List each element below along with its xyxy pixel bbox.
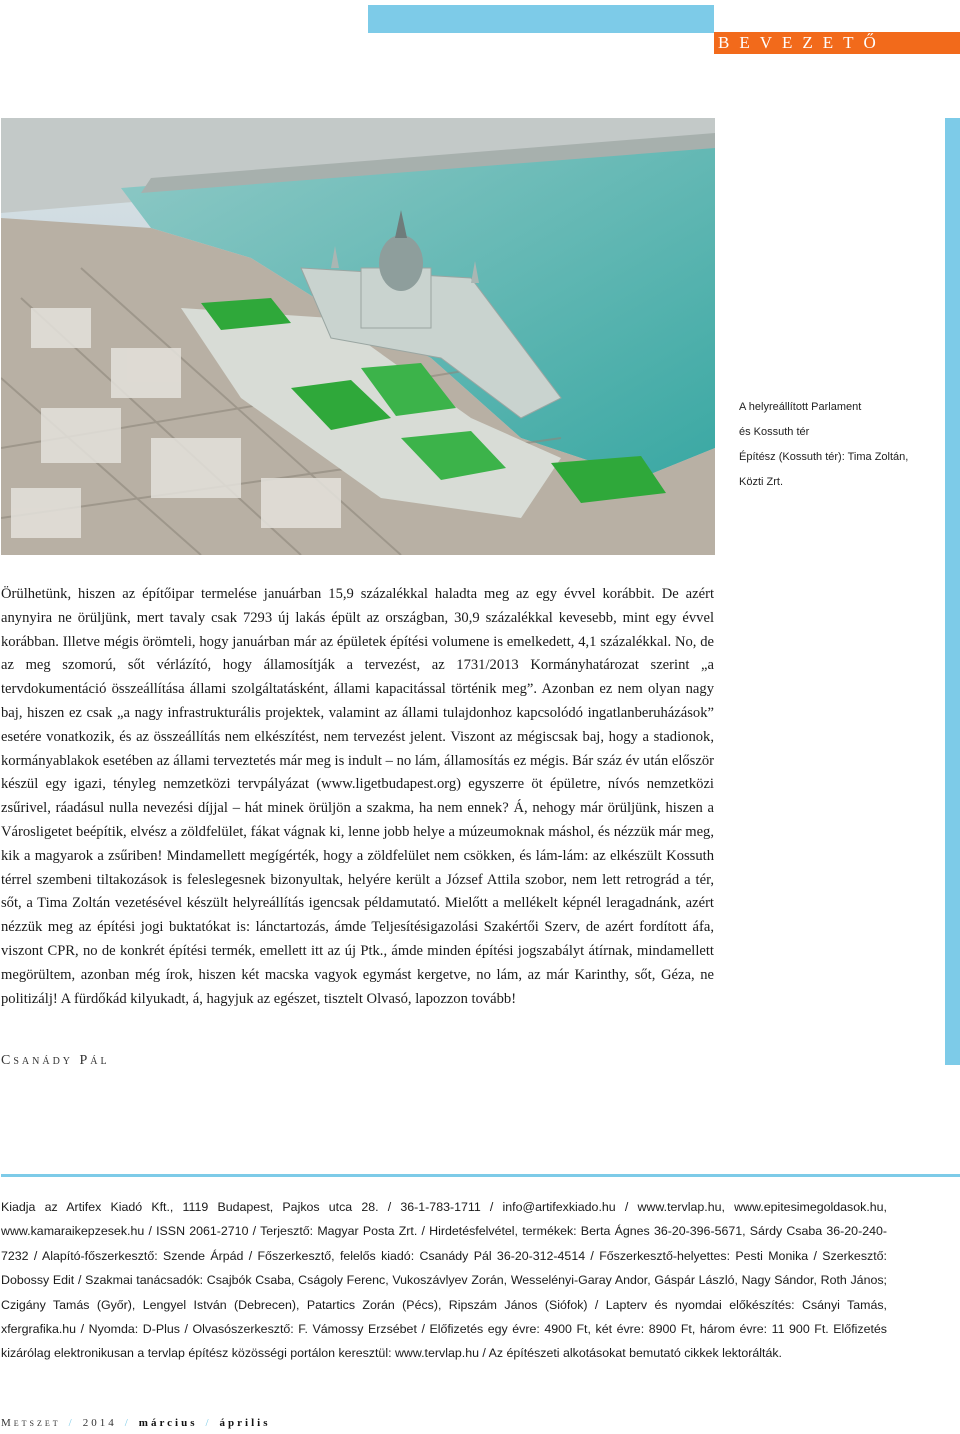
colophon-separator: / <box>124 1417 131 1429</box>
caption-line: Építész (Kossuth tér): Tima Zoltán, <box>739 451 909 463</box>
header-blue-bar <box>368 5 714 33</box>
parliament-dome <box>379 235 423 291</box>
imprint-text: Kiadja az Artifex Kiadó Kft., 1119 Budapest, Pajkos utca 28. / 36-1-783-1711 / info@artifexkiado.hu / www.tervlap.hu, www.epitesimegoldasok.hu, www.kamaraikepzesek.hu / ISSN 2061-2710 / Terjesztő: Magyar Posta Zrt. / Hirdetésfelvétel, termékek: Berta Ágnes 36-20-396-5671, Sárdy Csaba 36-20-240-7232 / Alapító-főszerkesztő: Szende Árpád / Főszerkesztő, felelős kiadó: Csanády Pál 36-20-312-4514 / Főszerkesztő-helyettes: Pesti Monika / Szerkesztő: Dobossy Edit / Szakmai tanácsadók: Csajbók Csaba, Cságoly Ferenc, Vukoszávlyev Zorán, Wesselényi-Garay Andor, Gáspár László, Nagy Sándor, Roth János; Czigány Tamás (Győr), Lengyel István (Debrecen), Patartics Zorán (Pécs), Ripszám János (Siófok) / Lapterv és nyomdai előkészítés: Csányi Tamás, xfergrafika.hu / Nyomda: D-Plus / Olvasószerkesztő: F. Vámossy Erzsébet / Előfizetés egy évre: 4900 Ft, két évre: 8900 Ft, három évre: 11 900 Ft. Előfizetés kizárólag elektronikusan a tervlap építész közösségi portálon keresztül: www.tervlap.hu / Az építészeti alkotásokat bemutató cikkek lektorálták. <box>1 1200 887 1361</box>
section-title: BEVEZETŐ <box>718 33 886 52</box>
page-colophon <box>1 1417 271 1429</box>
caption-line: A helyreállított Parlament <box>739 401 862 413</box>
colophon-month-2: április <box>219 1417 271 1429</box>
parliament-aerial-photo <box>1 118 715 555</box>
editorial-body: Örülhetünk, hiszen az építőipar termelése januárban 15,9 százalékkal haladta meg az egy évvel korábbit. De azért anynyira ne örüljünk, mert tavaly csak 7293 új lakás épült az országban, 30,9 százalékkal kevesebb, mint egy évvel korábban. Illetve mégis örömteli, hogy januárban már az épületek építési volumene is emelkedett, 4,1 százalékkal. No, de az meg szomorú, sőt vérlázító, hogy államosítják a tervezést, az 1731/2013 Kormányhatározat szerint „a tervdokumentáció összeállítása állami szolgáltatásként, állami kapacitással történik meg”. Azonban ez nem olyan nagy baj, hiszen ez csak „a nagy infrastrukturális projektek, valamint az állami tulajdonhoz kapcsolódó ingatlanberuházások” esetére vonatkozik, és az összeállítás nem elkészítést, nem tervezést jelent. Viszont az mégiscsak baj, hogy a stadionok, kormányablakok esetében az állami terveztetés már meg is indult – no lám, államosítás ez mégis. Bár száz év után először készül egy igazi, tényleg nemzetközi tervpályázat (www.ligetbudapest.org) egyszerre öt épületre, nívós nemzetközi zsűrivel, ráadásul nulla nevezési díjjal – hát minek örüljön a szakma, ha nem ennek? Á, nehogy már örüljünk, hiszen a Városligetet beépítik, elvész a zöldfelület, fákat vágnak ki, lenne jobb helye a múzeumoknak máshol, és nézzük már meg, kik a magyarok a zsűriben! Mindamellett megígérték, hogy a zöldfelület nem csökken, és lám-lám: az elkészült Kossuth térrel szembeni tiltakozások is feleslegesnek bizonyultak, helyére került a József Attila szobor, nem lett retrográd a tér, sőt, a Tima Zoltán vezetésével készült helyreállítás igencsak példamutató. Mielőtt a mellékelt képnél leragadnánk, azért nézzük meg az építési jogi buktatókat is: lánctartozás, ámde Teljesítésigazolási Szakértői Szerv, de azért fordított áfa, viszont CPR, no de konkrét építési termék, emellett itt az új Ptk., ámde minden építési jogszabályt átírnak, mindamellett megörültem, azonban még írok, hiszen két macska vagyok egymást kergetve, no lám, az már Karinthy, sőt, Géza, ne politizálj! A fürdőkád kilyukadt, á, hagyjuk az egészet, tisztelt Olvasó, lapozzon tovább! <box>1 586 714 1007</box>
colophon-magazine: Metszet <box>1 1417 61 1429</box>
caption-line: és Kossuth tér <box>739 426 810 438</box>
author-signature: Csanády Pál <box>1 1053 110 1068</box>
caption-line: Közti Zrt. <box>739 476 784 488</box>
photo-caption <box>739 395 939 495</box>
colophon-separator: / <box>68 1417 75 1429</box>
parliament-aerial-illustration <box>1 118 715 555</box>
colophon-separator: / <box>205 1417 212 1429</box>
colophon-year: 2014 <box>82 1417 117 1429</box>
colophon-month-1: március <box>138 1417 198 1429</box>
footer-rule <box>1 1174 960 1177</box>
right-accent-rule <box>945 118 960 1065</box>
